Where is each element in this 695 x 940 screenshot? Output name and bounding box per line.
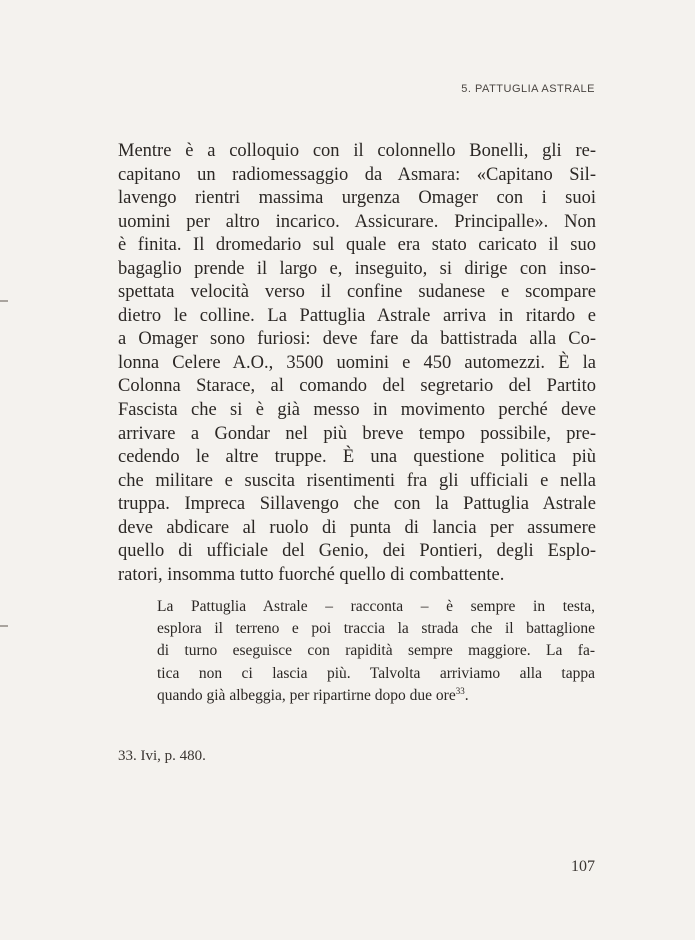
text-line: truppa. Impreca Sillavengo che con la Pattuglia Astrale <box>118 494 596 515</box>
quote-line: di turno eseguisce con rapidità sempre maggiore. La fa- <box>157 642 595 660</box>
margin-scan-mark <box>0 300 8 302</box>
text-line: a Omager sono furiosi: deve fare da battistrada alla Co- <box>118 329 596 350</box>
text-line: dietro le colline. La Pattuglia Astrale arriva in ritardo e <box>118 305 596 326</box>
text-line: capitano un radiomessaggio da Asmara: «Capitano Sil- <box>118 164 596 185</box>
text-line: spettata velocità verso il confine sudanese e scompare <box>118 282 596 303</box>
text-line: Colonna Starace, al comando del segretario del Partito <box>118 376 596 397</box>
text-line: bagaglio prende il largo e, inseguito, si dirige con inso- <box>118 258 596 279</box>
quote-line: esplora il terreno e poi traccia la strada che il battaglione <box>157 620 595 638</box>
text-line: deve abdicare al ruolo di punta di lancia per assumere <box>118 517 596 538</box>
text-line: cedendo le altre truppe. È una questione politica più <box>118 447 596 468</box>
quote-line: La Pattuglia Astrale – racconta – è sempre in testa, <box>157 598 595 615</box>
text-line: è finita. Il dromedario sul quale era stato caricato il suo <box>118 235 596 256</box>
page-number: 107 <box>571 858 595 875</box>
quote-line-last: quando già albeggia, per ripartirne dopo due ore$^{33}$. <box>157 685 469 704</box>
block-quote <box>157 596 595 707</box>
margin-scan-mark <box>0 625 8 627</box>
text-line: Mentre è a colloquio con il colonnello Bonelli, gli re- <box>118 141 596 161</box>
footnote: 33. Ivi, p. 480. <box>118 748 206 764</box>
text-line: Fascista che si è già messo in movimento perché deve <box>118 400 596 421</box>
text-line: uomini per altro incarico. Assicurare. Principalle». Non <box>118 211 596 232</box>
text-line: quello di ufficiale del Genio, dei Pontieri, degli Esplo- <box>118 541 596 562</box>
text-line: lavengo rientri massima urgenza Omager con i suoi <box>118 188 596 209</box>
footnote-reference[interactable]: 33 <box>455 685 465 696</box>
body-paragraph <box>118 140 596 587</box>
text-line: arrivare a Gondar nel più breve tempo possibile, pre- <box>118 423 596 444</box>
quote-line-text: quando già albeggia, per ripartirne dopo due ore <box>157 686 456 704</box>
running-head: 5. PATTUGLIA ASTRALE <box>461 83 595 95</box>
text-line: che militare e suscita risentimenti fra gli ufficiali e nella <box>118 470 596 491</box>
text-line: lonna Celere A.O., 3500 uomini e 450 automezzi. È la <box>118 352 596 373</box>
quote-line: tica non ci lascia più. Talvolta arriviamo alla tappa <box>157 664 595 682</box>
text-line: ratori, insomma tutto fuorché quello di combattente. <box>118 564 505 585</box>
